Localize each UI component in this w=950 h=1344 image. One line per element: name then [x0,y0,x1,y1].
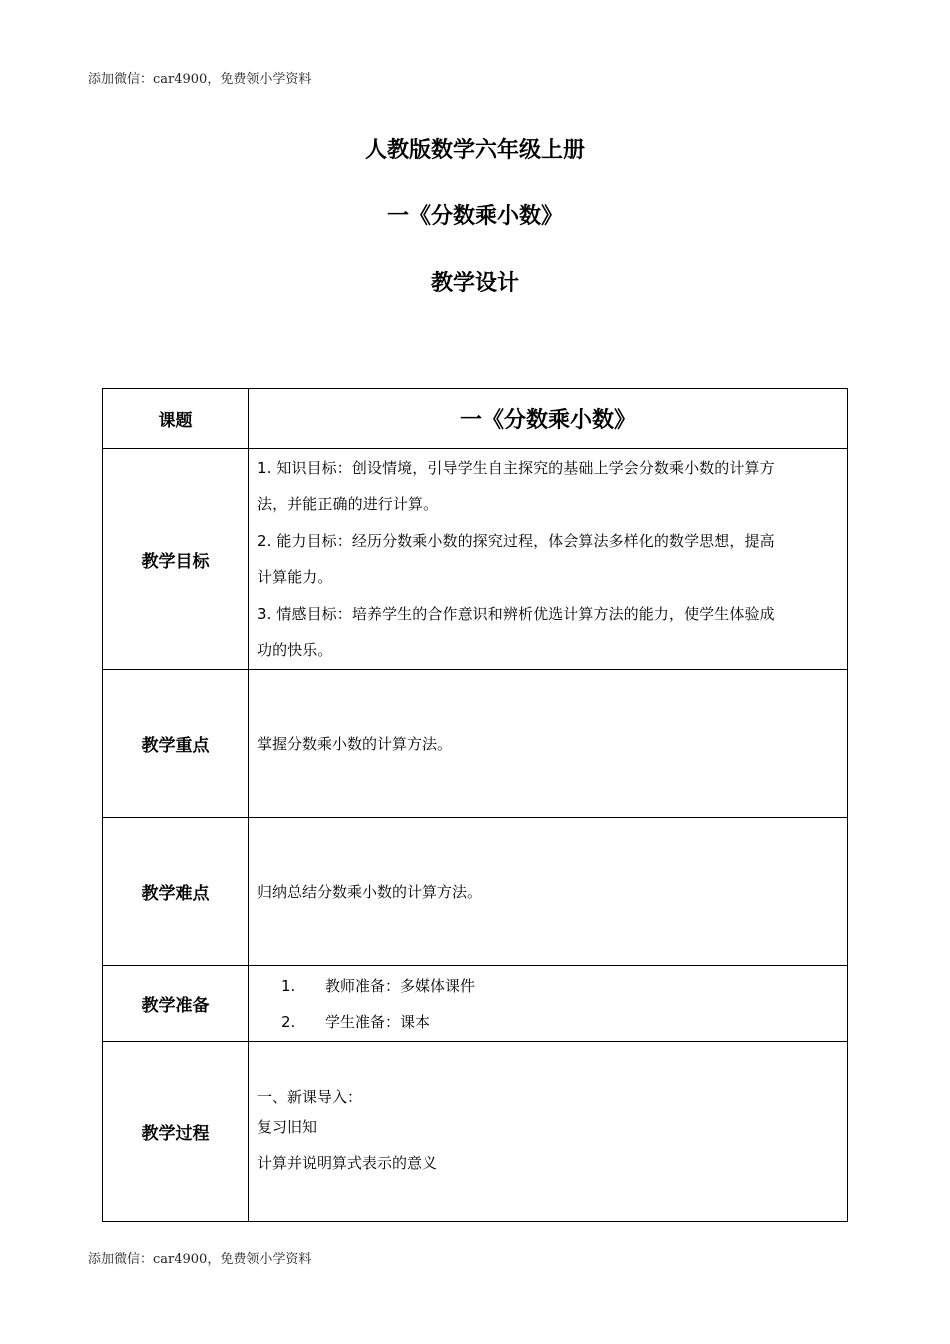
document-title-line-1: 人教版数学六年级上册 [364,138,585,163]
key-points-cell [249,670,848,818]
process-cell [249,1042,848,1222]
difficulties-cell [249,818,848,966]
preparation-item-text: 教师准备：多媒体课件 [325,976,476,995]
process-row [103,1042,848,1222]
goal-line: 2. 能力目标：经历分数乘小数的探究过程，体会算法多样化的数学思想，提高 [257,531,775,550]
goal-line: 计算能力。 [257,568,333,586]
difficulties-label: 教学难点 [103,818,249,966]
goals-label: 教学目标 [103,449,249,670]
key-points-row [103,670,848,818]
goal-line: 3. 情感目标：培养学生的合作意识和辨析优选计算方法的能力，使学生体验成 [257,604,775,623]
goals-row [103,449,848,670]
document-title-line-2: 一《分数乘小数》 [386,204,563,229]
header-watermark-note: 添加微信：car4900，免费领小学资料 [88,72,312,87]
process-line: 计算并说明算式表示的意义 [257,1153,438,1172]
goal-line: 功的快乐。 [257,641,333,659]
preparation-row [103,966,848,1042]
process-line: 复习旧知 [257,1117,318,1136]
preparation-item-text: 学生准备：课本 [325,1012,431,1031]
goals-cell [249,449,848,670]
topic-label: 课题 [103,389,249,449]
footer-watermark-note: 添加微信：car4900，免费领小学资料 [88,1252,312,1267]
process-line: 一、新课导入： [257,1087,363,1106]
preparation-cell [249,966,848,1042]
key-points-text: 掌握分数乘小数的计算方法。 [257,734,453,753]
preparation-item-number: 2. [281,1012,296,1031]
difficulties-row [103,818,848,966]
preparation-label: 教学准备 [103,966,249,1042]
process-label: 教学过程 [103,1042,249,1222]
topic-value: 一《分数乘小数》 [249,389,848,449]
key-points-label: 教学重点 [103,670,249,818]
topic-row [103,389,848,449]
goal-line: 法，并能正确的进行计算。 [257,495,439,513]
difficulties-text: 归纳总结分数乘小数的计算方法。 [257,882,483,901]
preparation-item [281,968,847,1004]
lesson-plan-table [102,388,848,1222]
goal-line: 1. 知识目标：创设情境，引导学生自主探究的基础上学会分数乘小数的计算方 [257,458,775,477]
preparation-item-number: 1. [281,976,296,995]
document-title-line-3: 教学设计 [430,271,519,296]
preparation-item [281,1004,847,1040]
